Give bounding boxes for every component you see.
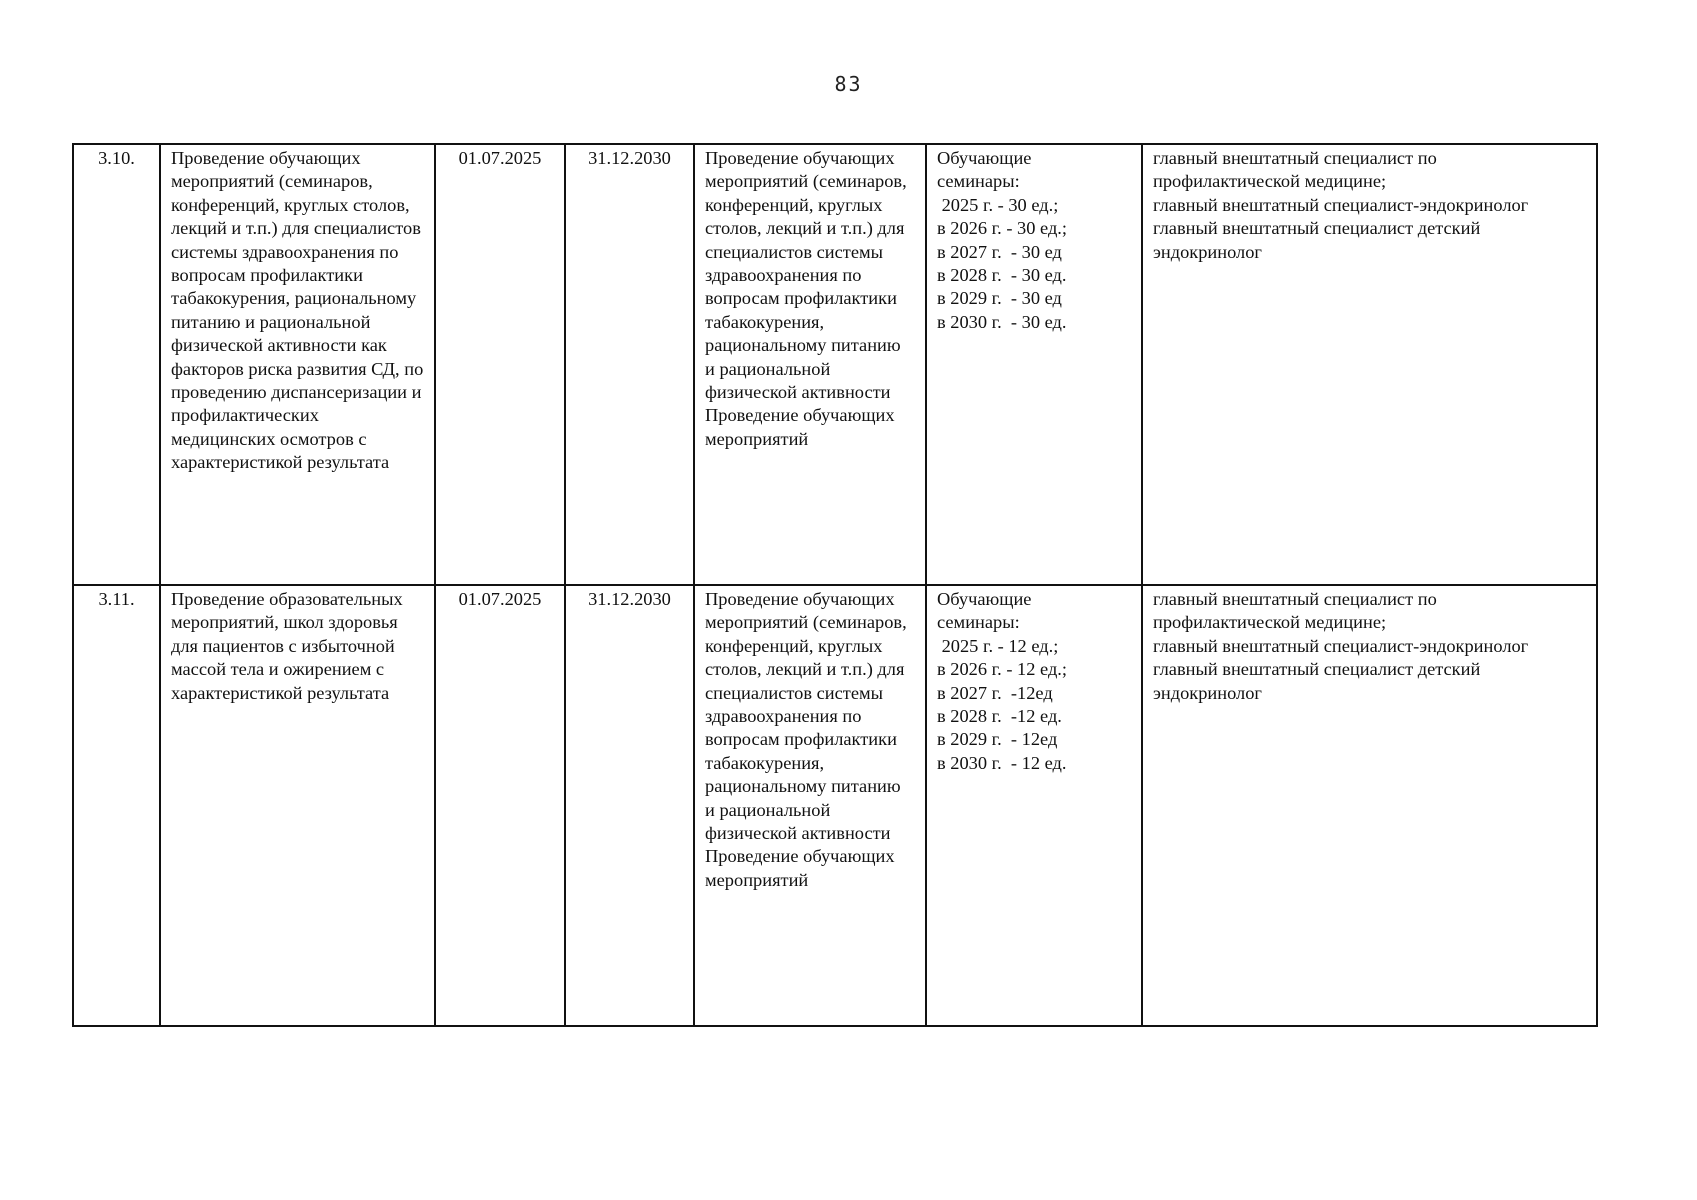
end-date: 31.12.2030 bbox=[565, 585, 694, 1026]
indicator-line: Обучающие bbox=[937, 148, 1032, 168]
responsible-line: главный внештатный специалист по bbox=[1153, 148, 1437, 168]
indicator-line: в 2030 г. - 30 ед. bbox=[937, 311, 1067, 332]
start-date: 01.07.2025 bbox=[435, 144, 565, 585]
indicator-line: в 2028 г. - 30 ед. bbox=[937, 265, 1067, 286]
row-number: 3.11. bbox=[73, 585, 160, 1026]
indicator-line: 2025 г. - 12 ед.; bbox=[937, 635, 1059, 656]
indicator-line: в 2029 г. - 12ед bbox=[937, 729, 1058, 750]
responsible-line: главный внештатный специалист по bbox=[1153, 589, 1437, 609]
measure-description: Проведение обучающих мероприятий (семинаров, конференций, круглых столов, лекций и т.п.) для специалистов системы здравоохранения по вопросам профилактики табакокурения, рациональному питанию и рациональной физической активности Проведение обучающих мероприятий bbox=[694, 585, 926, 1026]
table-row bbox=[73, 585, 1597, 1026]
indicators-cell bbox=[926, 144, 1142, 585]
indicator-line: 2025 г. - 30 ед.; bbox=[937, 194, 1059, 215]
measure-description: Проведение обучающих мероприятий (семинаров, конференций, круглых столов, лекций и т.п.) для специалистов системы здравоохранения по вопросам профилактики табакокурения, рациональному питанию и рациональной физической активности Проведение обучающих мероприятий bbox=[694, 144, 926, 585]
table-row bbox=[73, 144, 1597, 585]
responsible-line: главный внештатный специалист-эндокринолог bbox=[1153, 635, 1529, 656]
page-number: 83 bbox=[834, 72, 863, 96]
indicator-line: в 2026 г. - 30 ед.; bbox=[937, 218, 1068, 239]
responsible-line: главный внештатный специалист детский bbox=[1153, 659, 1481, 680]
end-date: 31.12.2030 bbox=[565, 144, 694, 585]
indicator-line: Обучающие bbox=[937, 589, 1032, 609]
row-number: 3.10. bbox=[73, 144, 160, 585]
measure-name: Проведение обучающих мероприятий (семинаров, конференций, круглых столов, лекций и т.п.) для специалистов системы здравоохранения по вопросам профилактики табакокурения, рациональному питанию и рациональной физической активности как факторов риска развития СД, по проведению диспансеризации и профилактических медицинских осмотров с характеристикой результата bbox=[160, 144, 435, 585]
indicator-line: в 2029 г. - 30 ед bbox=[937, 288, 1062, 309]
indicator-line: в 2027 г. -12ед bbox=[937, 682, 1053, 703]
responsible-line: профилактической медицине; bbox=[1153, 612, 1387, 633]
indicators-cell bbox=[926, 585, 1142, 1026]
responsible-cell bbox=[1142, 144, 1597, 585]
start-date: 01.07.2025 bbox=[435, 585, 565, 1026]
measures-table bbox=[72, 143, 1598, 1027]
measure-name: Проведение образовательных мероприятий, школ здоровья для пациентов с избыточной массой тела и ожирением с характеристикой результата bbox=[160, 585, 435, 1026]
indicator-line: в 2030 г. - 12 ед. bbox=[937, 752, 1067, 773]
responsible-line: профилактической медицине; bbox=[1153, 171, 1387, 192]
indicator-line: в 2027 г. - 30 ед bbox=[937, 241, 1062, 262]
indicator-line: в 2026 г. - 12 ед.; bbox=[937, 659, 1068, 680]
responsible-line: главный внештатный специалист-эндокринолог bbox=[1153, 194, 1529, 215]
indicator-line: семинары: bbox=[937, 612, 1020, 633]
indicator-line: в 2028 г. -12 ед. bbox=[937, 706, 1062, 727]
responsible-cell bbox=[1142, 585, 1597, 1026]
responsible-line: эндокринолог bbox=[1153, 682, 1262, 703]
indicator-line: семинары: bbox=[937, 171, 1020, 192]
responsible-line: главный внештатный специалист детский bbox=[1153, 218, 1481, 239]
responsible-line: эндокринолог bbox=[1153, 241, 1262, 262]
